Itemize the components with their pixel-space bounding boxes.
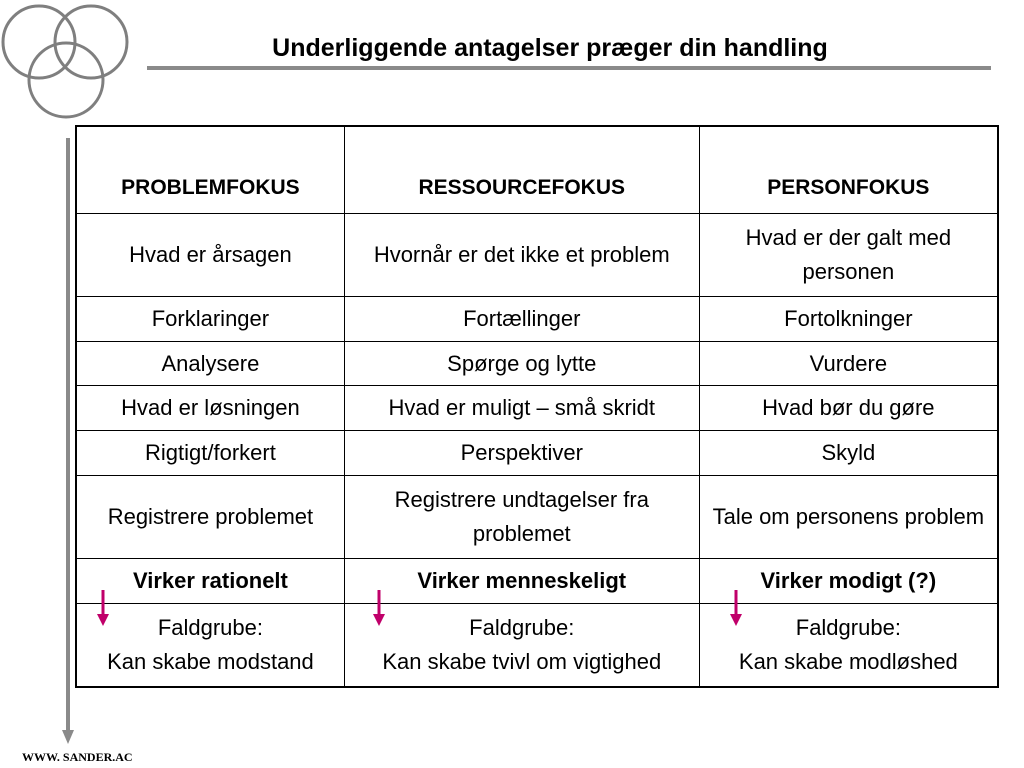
table-cell: Fortællinger: [344, 297, 699, 342]
table-cell: Vurdere: [699, 341, 998, 386]
table-cell: Registrere problemet: [76, 475, 344, 558]
pitfall-cell: [344, 603, 699, 687]
pitfall-label: Faldgrube:: [795, 614, 901, 640]
table-cell: Skyld: [699, 431, 998, 476]
header-ressourcefokus: RESSOURCEFOKUS: [344, 126, 699, 214]
table-row: [76, 475, 998, 558]
table-cell: Hvornår er det ikke et problem: [344, 214, 699, 297]
pitfall-text: Kan skabe tvivl om vigtighed: [382, 648, 662, 674]
table-cell: Hvad er løsningen: [76, 386, 344, 431]
table-row: [76, 214, 998, 297]
footer-website: WWW. SANDER.AC: [22, 750, 133, 764]
table-cell: Virker menneskeligt: [344, 558, 699, 603]
table-cell: Virker rationelt: [76, 558, 344, 603]
table-cell: Hvad bør du gøre: [699, 386, 998, 431]
table-cell: Tale om personens problem: [699, 475, 998, 558]
pitfall-cell: [699, 603, 998, 687]
table-cell: Rigtigt/forkert: [76, 431, 344, 476]
pitfall-label: Faldgrube:: [157, 614, 264, 640]
table-cell: Forklaringer: [76, 297, 344, 342]
table-row-pitfalls: [76, 603, 998, 687]
table-cell: Analysere: [76, 341, 344, 386]
down-arrow-icon: [97, 590, 109, 626]
focus-table: [75, 125, 999, 688]
pitfall-cell: [76, 603, 344, 687]
table-cell: Hvad er der galt med personen: [699, 214, 998, 297]
pitfall-label: Faldgrube:: [469, 614, 575, 640]
pitfall-text: Kan skabe modstand: [107, 648, 314, 674]
table-cell: Spørge og lytte: [344, 341, 699, 386]
header-personfokus: PERSONFOKUS: [699, 126, 998, 214]
table-cell: Virker modigt (?): [699, 558, 998, 603]
down-arrow-icon: [730, 590, 742, 626]
table-row: [76, 431, 998, 476]
table-row: [76, 297, 998, 342]
table-cell: Perspektiver: [344, 431, 699, 476]
table-row-effect: [76, 558, 998, 603]
pitfall-text: Kan skabe modløshed: [738, 648, 958, 674]
side-divider: [66, 138, 70, 738]
page-title: Underliggende antagelser præger din handling: [272, 34, 828, 62]
header-problemfokus: PROBLEMFOKUS: [76, 126, 344, 214]
table-header-row: [76, 126, 998, 214]
down-arrow-icon: [373, 590, 385, 626]
table-cell: Hvad er årsagen: [76, 214, 344, 297]
table-row: [76, 386, 998, 431]
side-down-arrow-icon: [60, 730, 76, 744]
title-divider: [147, 66, 991, 70]
table-cell: Registrere undtagelser fra problemet: [344, 475, 699, 558]
three-circles-logo: [0, 0, 140, 125]
table-row: [76, 341, 998, 386]
table-cell: Fortolkninger: [699, 297, 998, 342]
table-cell: Hvad er muligt – små skridt: [344, 386, 699, 431]
